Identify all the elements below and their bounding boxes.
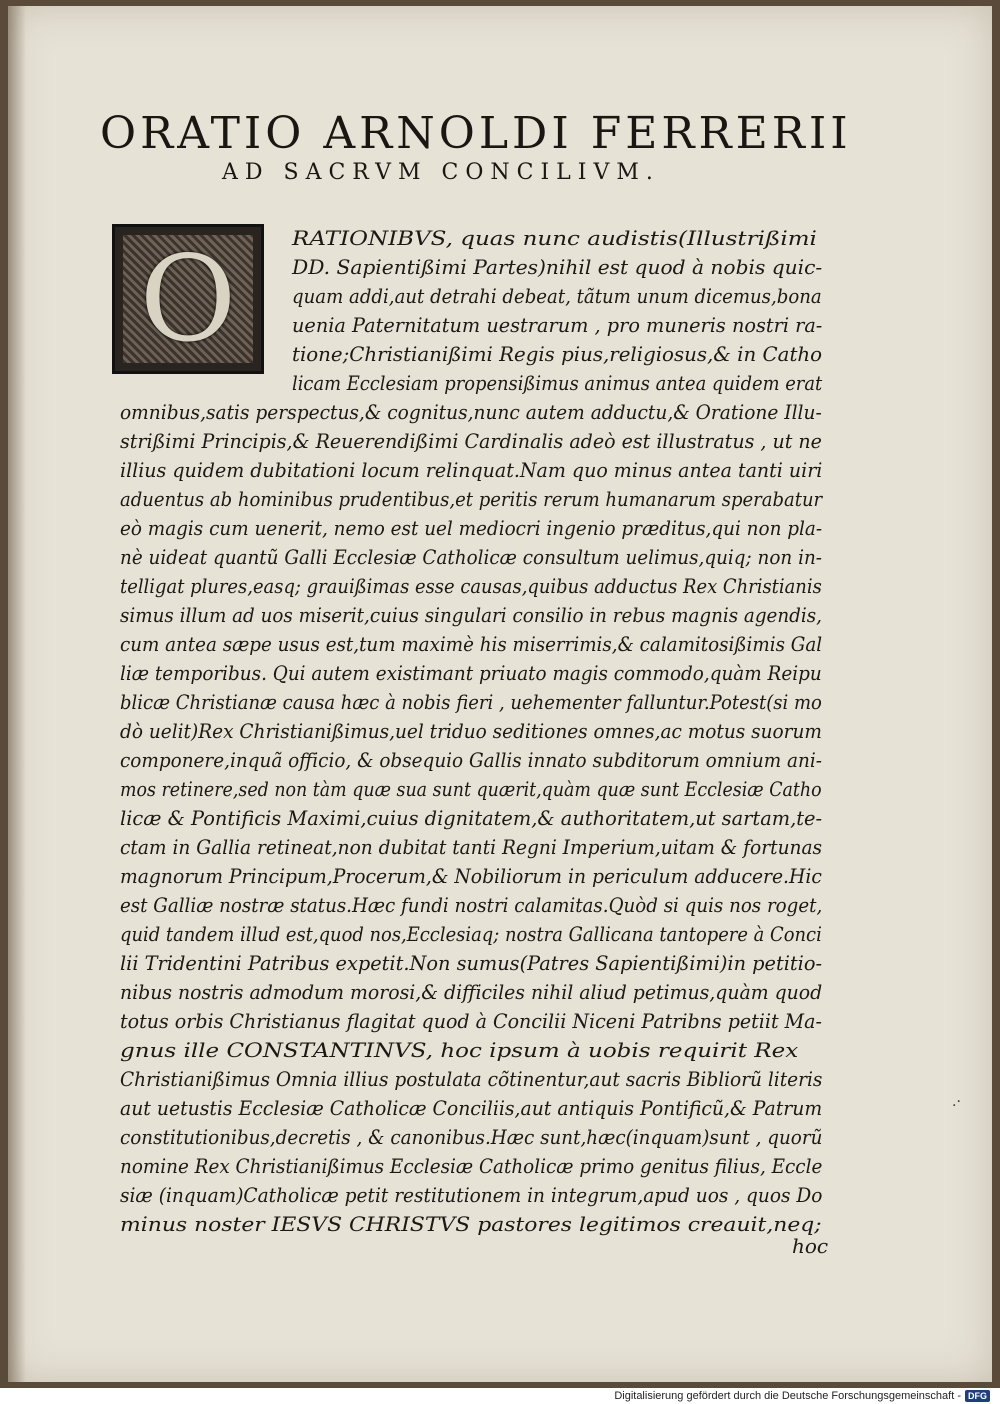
text-line: omnibus,satis perspectus,& cognitus,nunc autem adductu,& Oratione Illu- <box>120 400 822 424</box>
text-line: dò uelit)Rex Christianißimus,uel triduo seditiones omnes,ac motus suorum <box>120 719 822 743</box>
text-line: lii Tridentini Patribus expetit.Non sumus(Patres Sapientißimi)in petitio- <box>120 951 823 975</box>
text-line: licam Ecclesiam propensißimus animus antea quidem erat <box>292 371 823 395</box>
text-line: totus orbis Christianus flagitat quod à Concilii Niceni Patribns petiit Ma- <box>120 1009 822 1033</box>
page-subtitle: AD SACRVM CONCILIVM. <box>222 160 660 185</box>
text-line: aut uetustis Ecclesiæ Catholicæ Conciliis,aut antiquis Pontificũ,& Patrum <box>120 1096 823 1120</box>
text-line: mos retinere,sed non tàm quæ sua sunt quærit,quàm quæ sunt Ecclesiæ Catho <box>120 777 822 801</box>
text-line: telligat plures,easq; grauißimas esse causas,quibus adductus Rex Christianis <box>120 574 822 598</box>
text-line: strißimi Principis,& Reuerendißimi Cardinalis adeò est illustratus , ut ne <box>120 429 822 453</box>
text-line: Christianißimus Omnia illius postulata cõtinentur,aut sacris Bibliorũ literis <box>120 1067 823 1091</box>
text-line: DD. Sapientißimi Partes)nihil est quod à nobis quic- <box>292 255 823 279</box>
text-line: RATIONIBVS, quas nunc audistis(Illustrißimi <box>292 226 817 250</box>
text-line: nè uideat quantũ Galli Ecclesiæ Catholicæ consultum uelimus,quiq; non in- <box>120 545 822 569</box>
text-line: simus illum ad uos miserit,cuius singulari consilio in rebus magnis agendis, <box>120 603 822 627</box>
text-line: nibus nostris admodum morosi,& difficiles nihil aliud petimus,quàm quod <box>120 980 823 1004</box>
dfg-logo: DFG <box>965 1390 990 1402</box>
decorated-initial <box>112 224 264 374</box>
text-line: aduentus ab hominibus prudentibus,et peritis rerum humanarum sperabatur <box>120 487 823 511</box>
text-line: tione;Christianißimi Regis pius,religiosus,& in Catho <box>292 342 823 366</box>
footer <box>614 1390 990 1402</box>
text-line: siæ (inquam)Catholicæ petit restitutionem in integrum,apud uos , quos Do <box>120 1183 823 1207</box>
text-line: illius quidem dubitationi locum relinquat.Nam quo minus antea tanti uiri <box>120 458 823 482</box>
initial-letter: O <box>139 230 237 368</box>
text-line: eò magis cum uenerit, nemo est uel mediocri ingenio præditus,qui non pla- <box>120 516 823 540</box>
text-line: quam addi,aut detrahi debeat, tãtum unum dicemus,bona <box>292 284 822 308</box>
text-line: cum antea sæpe usus est,tum maximè his miserrimis,& calamitosißimis Gal <box>120 632 823 656</box>
text-line: licæ & Pontificis Maximi,cuius dignitatem,& authoritatem,ut sartam,te- <box>120 806 823 830</box>
text-line: uenia Paternitatum uestrarum , pro muneris nostri ra- <box>292 313 823 337</box>
text-line: magnorum Principum,Procerum,& Nobiliorum in periculum adducere.Hic <box>120 864 822 888</box>
margin-mark: .· <box>952 1094 961 1110</box>
page-title: ORATIO ARNOLDI FERRERII <box>100 108 852 159</box>
footer-text: Digitalisierung gefördert durch die Deutsche Forschungsgemeinschaft - <box>614 1390 961 1402</box>
text-line: gnus ille CONSTANTINVS, hoc ipsum à uobis requirit Rex <box>120 1038 799 1062</box>
binding-shadow <box>8 6 26 1382</box>
text-line: constitutionibus,decretis , & canonibus.Hæc sunt,hæc(inquam)sunt , quorũ <box>120 1125 823 1149</box>
text-line: nomine Rex Christianißimus Ecclesiæ Catholicæ primo genitus filius, Eccle <box>120 1154 823 1178</box>
text-line: liæ temporibus. Qui autem existimant priuato magis commodo,quàm Reipu <box>120 661 822 685</box>
catchword: hoc <box>792 1234 829 1258</box>
text-line: blicæ Christianæ causa hæc à nobis fieri , uehementer falluntur.Potest(si mo <box>120 690 822 714</box>
text-line: ctam in Gallia retineat,non dubitat tanti Regni Imperium,uitam & fortunas <box>120 835 823 859</box>
text-line: minus noster IESVS CHRISTVS pastores legitimos creauit,neq; <box>120 1212 822 1236</box>
text-line: componere,inquã officio, & obsequio Gallis innato subditorum omnium ani- <box>120 748 822 772</box>
text-line: est Galliæ nostræ status.Hæc fundi nostri calamitas.Quòd si quis nos roget, <box>120 893 823 917</box>
text-line: quid tandem illud est,quod nos,Ecclesiaq; nostra Gallicana tantopere à Conci <box>120 922 822 946</box>
